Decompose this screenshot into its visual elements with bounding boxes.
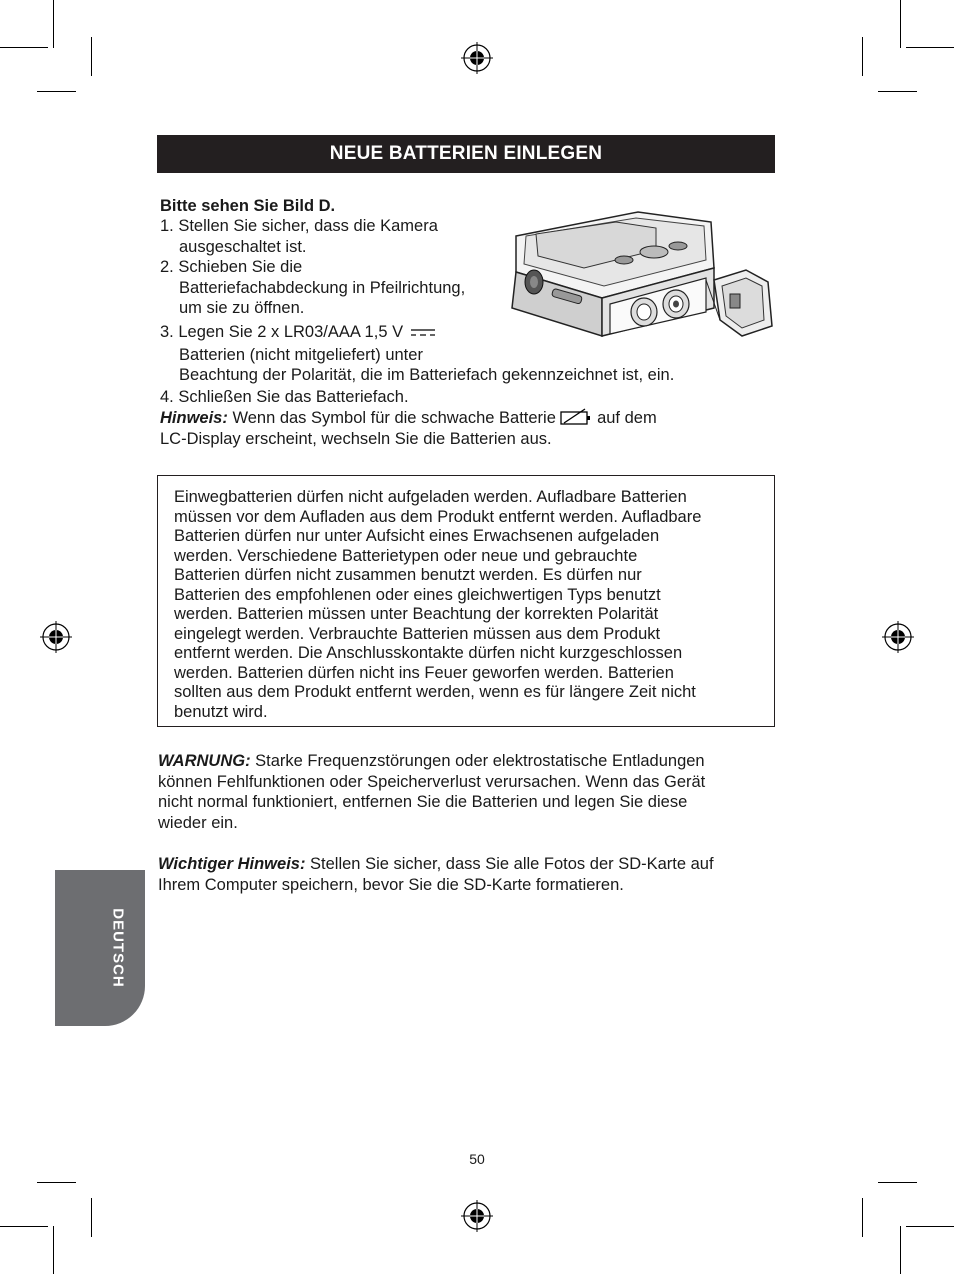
crop-mark <box>862 37 863 76</box>
crop-mark <box>862 1198 863 1237</box>
crop-mark <box>906 47 954 48</box>
crop-mark <box>878 91 917 92</box>
step-4: 4. Schließen Sie das Batteriefach. <box>160 388 409 406</box>
crop-mark <box>900 0 901 48</box>
important-note: Wichtiger Hinweis: Stellen Sie sicher, dass Sie alle Fotos der SD-Karte auf Ihrem Computer speichern, bevor Sie die SD-Karte formatieren. <box>158 855 714 894</box>
hint: Hinweis: Wenn das Symbol für die schwache Batterie auf dem LC-Display erscheint, wechseln Sie die Batterien aus. <box>160 409 657 448</box>
step-2: 2. Schieben Sie die Batteriefachabdeckung in Pfeilrichtung, um sie zu öffnen. <box>160 258 466 318</box>
figure-reference: Bitte sehen Sie Bild D. <box>160 197 336 215</box>
step-1: 1. Stellen Sie sicher, dass die Kamera ausgeschaltet ist. <box>160 217 438 256</box>
low-battery-icon <box>560 408 592 426</box>
crop-mark <box>906 1226 954 1227</box>
section-title: NEUE BATTERIEN EINLEGEN <box>329 143 603 164</box>
warning-paragraph: WARNUNG: Starke Frequenzstörungen oder elektrostatische Entladungen können Fehlfunktionen oder Speicherverlust verursachen. Wenn das Gerät nicht normal funktioniert, entfernen Sie die Batterien und legen Sie diese wieder ein. <box>158 752 706 833</box>
crop-mark <box>53 1226 54 1274</box>
crop-mark <box>53 0 54 48</box>
page-number: 50 <box>469 1151 485 1167</box>
dc-voltage-icon <box>410 327 436 339</box>
crop-mark <box>91 37 92 76</box>
crop-mark <box>0 47 48 48</box>
crop-mark <box>0 1226 48 1227</box>
registration-mark-icon <box>882 621 914 653</box>
crop-mark <box>900 1226 901 1274</box>
crop-mark <box>37 1182 76 1183</box>
camera-battery-compartment-illustration <box>506 208 776 340</box>
language-tab <box>55 870 145 1026</box>
registration-mark-icon <box>461 1200 493 1232</box>
notice-text: Einwegbatterien dürfen nicht aufgeladen werden. Aufladbare Batterien müssen vor dem Aufladen aus dem Produkt entfernt werden. Aufladbare Batterien dürfen nur unter Aufsicht eines Erwachsenen aufgeladen werden. Verschiedene Batterietypen oder neue und gebrauchte Batterien dürfen nicht zusammen benutzt werden. Es dürfen nur Batterien des empfohlenen oder eines gleichwertigen Typs benutzt werden. Batterien müssen unter Beachtung der korrekten Polarität eingelegt werden. Verbrauchte Batterien müssen aus dem Produkt entfernt werden. Die Anschlusskontakte dürfen nicht kurzgeschlossen werden. Batterien dürfen nicht ins Feuer geworfen werden. Batterien sollten aus dem Produkt entfernt werden, wenn es für längere Zeit nicht benutzt wird. <box>174 488 702 721</box>
section-header <box>157 135 775 173</box>
step-3: 3. Legen Sie 2 x LR03/AAA 1,5 V Batterien (nicht mitgeliefert) unter Beachtung der Polarität, die im Batteriefach gekennzeichnet ist, ein. <box>160 323 675 385</box>
battery-safety-notice <box>157 475 775 727</box>
crop-mark <box>91 1198 92 1237</box>
language-tab-label: DEUTSCH <box>109 908 127 988</box>
crop-mark <box>37 91 76 92</box>
registration-mark-icon <box>40 621 72 653</box>
crop-mark <box>878 1182 917 1183</box>
registration-mark-icon <box>461 42 493 74</box>
